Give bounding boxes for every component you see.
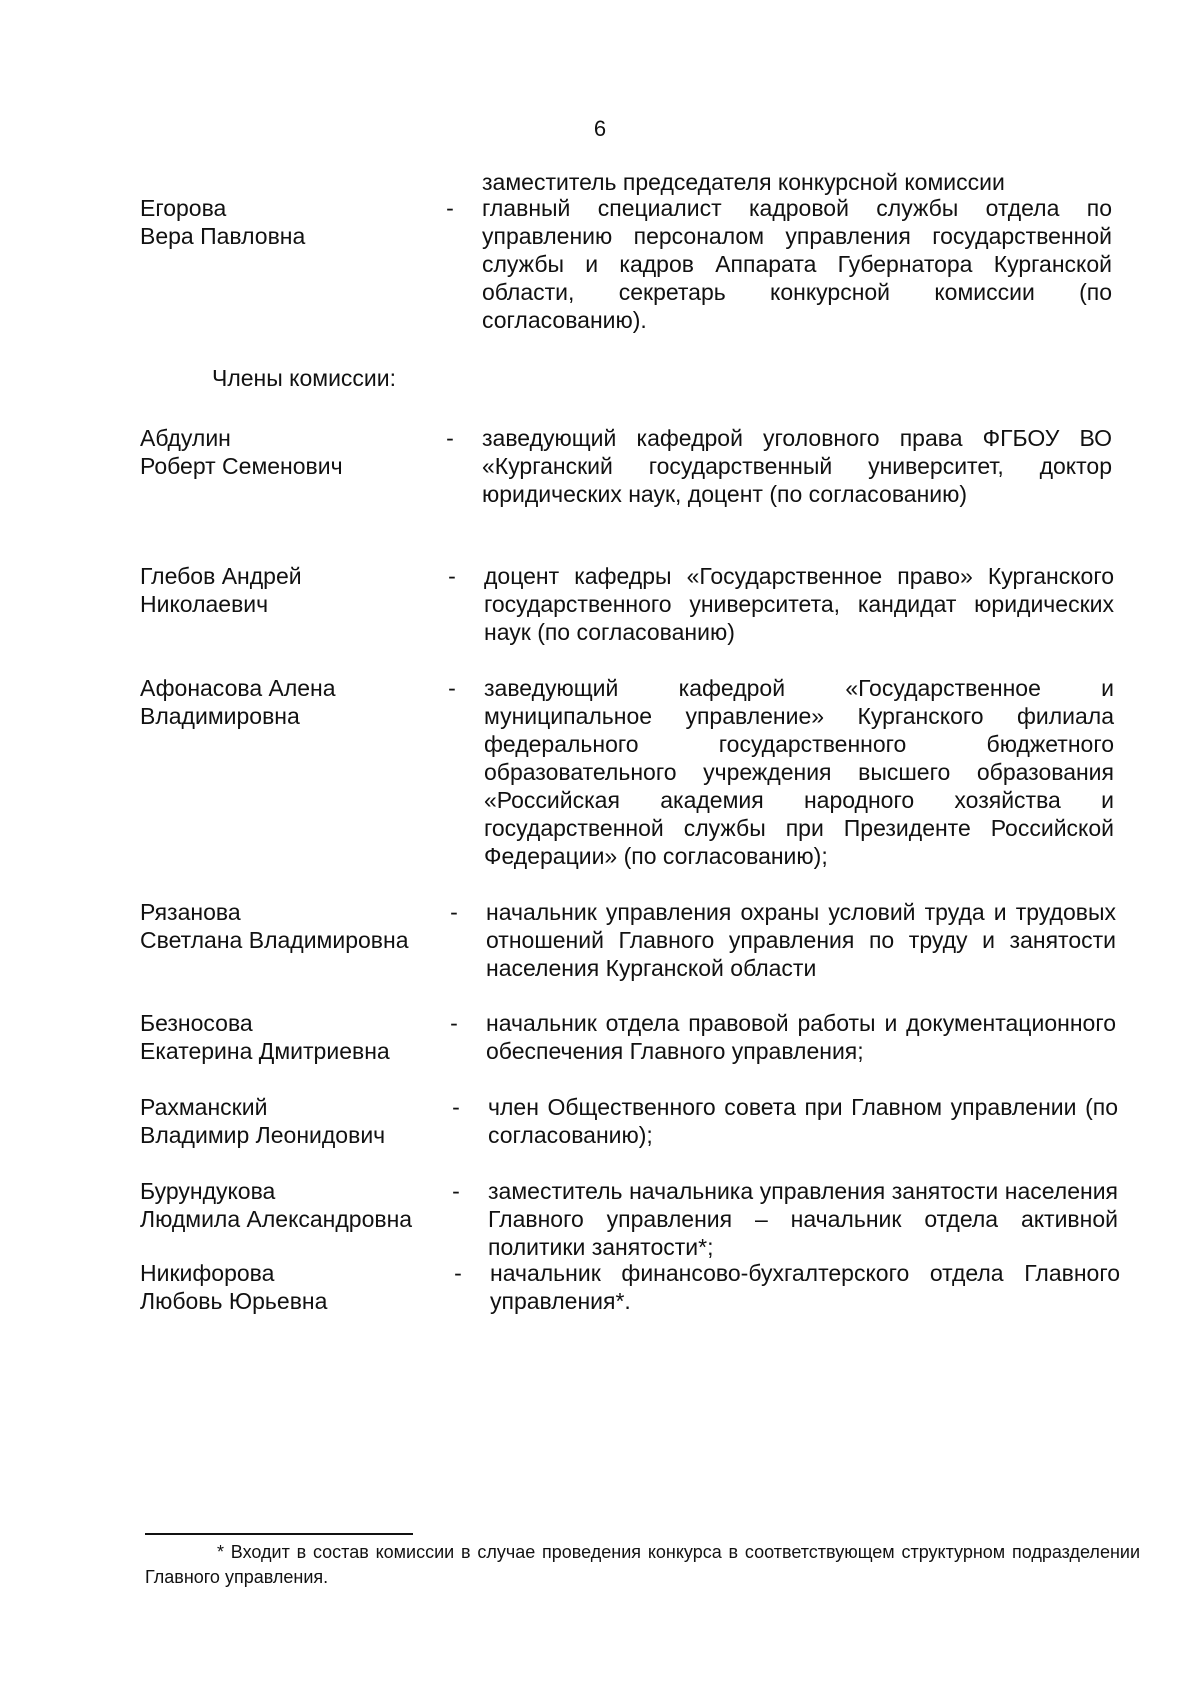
person-surname: Абдулин	[140, 425, 231, 451]
person-surname: Егорова	[140, 195, 227, 221]
person-surname: Никифорова	[140, 1260, 275, 1286]
member-entry	[140, 1259, 1120, 1319]
person-surname: Афонасова Алена	[140, 675, 336, 701]
person-given-names: Любовь Юрьевна	[140, 1288, 328, 1314]
member-entry	[140, 674, 1115, 874]
footnote: * Входит в состав комиссии в случае проведения конкурса в соответствующем структурном подразделении Главного управления.	[145, 1542, 1140, 1587]
dash-separator: -	[454, 1260, 462, 1286]
person-surname: Безносова	[140, 1010, 253, 1036]
person-surname: Рязанова	[140, 899, 241, 925]
person-name	[140, 898, 440, 954]
person-given-names: Вера Павловна	[140, 223, 306, 249]
person-position: член Общественного совета при Главном управлении (по согласованию);	[488, 1094, 1118, 1148]
person-position: начальник отдела правовой работы и документационного обеспечения Главного управления;	[486, 1010, 1116, 1064]
member-entry	[140, 898, 1115, 988]
person-given-names: Светлана Владимировна	[140, 927, 409, 953]
person-name	[140, 1009, 440, 1065]
person-position: заведующий кафедрой «Государственное и муниципальное управление» Курганского филиала федерального государственного бюджетного образовательного учреждения высшего образования «Российская академия народного хозяйства и государственной службы при Президенте Российской Федерации» (по согласованию);	[484, 675, 1114, 869]
dash-separator: -	[452, 1094, 460, 1120]
deputy-chair-role-line: заместитель председателя конкурсной комиссии	[482, 169, 1005, 195]
person-name	[140, 674, 440, 730]
member-entry	[140, 562, 1115, 652]
member-entry	[140, 1093, 1118, 1153]
page-number: 6	[593, 116, 607, 141]
dash-separator: -	[450, 1010, 458, 1036]
dash-separator: -	[450, 899, 458, 925]
member-entry	[140, 424, 1115, 514]
dash-separator: -	[452, 1178, 460, 1204]
person-surname: Бурундукова	[140, 1178, 276, 1204]
person-surname: Глебов Андрей	[140, 563, 302, 589]
member-entry	[140, 1177, 1118, 1267]
person-position: главный специалист кадровой службы отдела по управлению персоналом управления государственной службы и кадров Аппарата Губернатора Курганской области, секретарь конкурсной комиссии (по согласованию).	[482, 195, 1112, 333]
person-given-names: Роберт Семенович	[140, 453, 343, 479]
footnote-divider	[145, 1533, 413, 1535]
person-name	[140, 1177, 440, 1233]
person-name	[140, 562, 440, 618]
person-position: доцент кафедры «Государственное право» Курганского государственного университета, кандидат юридических наук (по согласованию)	[484, 563, 1114, 645]
dash-separator: -	[448, 675, 456, 701]
person-name	[140, 1093, 440, 1149]
dash-separator: -	[448, 563, 456, 589]
person-given-names: Людмила Александровна	[140, 1206, 413, 1232]
person-surname: Рахманский	[140, 1094, 268, 1120]
person-position: заведующий кафедрой уголовного права ФГБОУ ВО «Курганский государственный университет, доктор юридических наук, доцент (по согласованию)	[482, 425, 1112, 507]
dash-separator: -	[446, 195, 454, 221]
person-given-names: Владимир Леонидович	[140, 1122, 386, 1148]
dash-separator: -	[446, 425, 454, 451]
person-name	[140, 1259, 440, 1315]
members-heading: Члены комиссии:	[212, 365, 397, 391]
person-position: заместитель начальника управления занятости населения Главного управления – начальник отдела активной политики занятости*;	[488, 1178, 1118, 1260]
person-name	[140, 194, 440, 250]
member-entry	[140, 1009, 1115, 1069]
person-given-names: Владимировна	[140, 703, 300, 729]
secretary-entry	[140, 194, 1115, 334]
person-given-names: Николаевич	[140, 591, 269, 617]
person-position: начальник финансово-бухгалтерского отдела Главного управления*.	[490, 1260, 1120, 1314]
person-given-names: Екатерина Дмитриевна	[140, 1038, 390, 1064]
person-name	[140, 424, 440, 480]
person-position: начальник управления охраны условий труда и трудовых отношений Главного управления по труду и занятости населения Курганской области	[486, 899, 1116, 981]
